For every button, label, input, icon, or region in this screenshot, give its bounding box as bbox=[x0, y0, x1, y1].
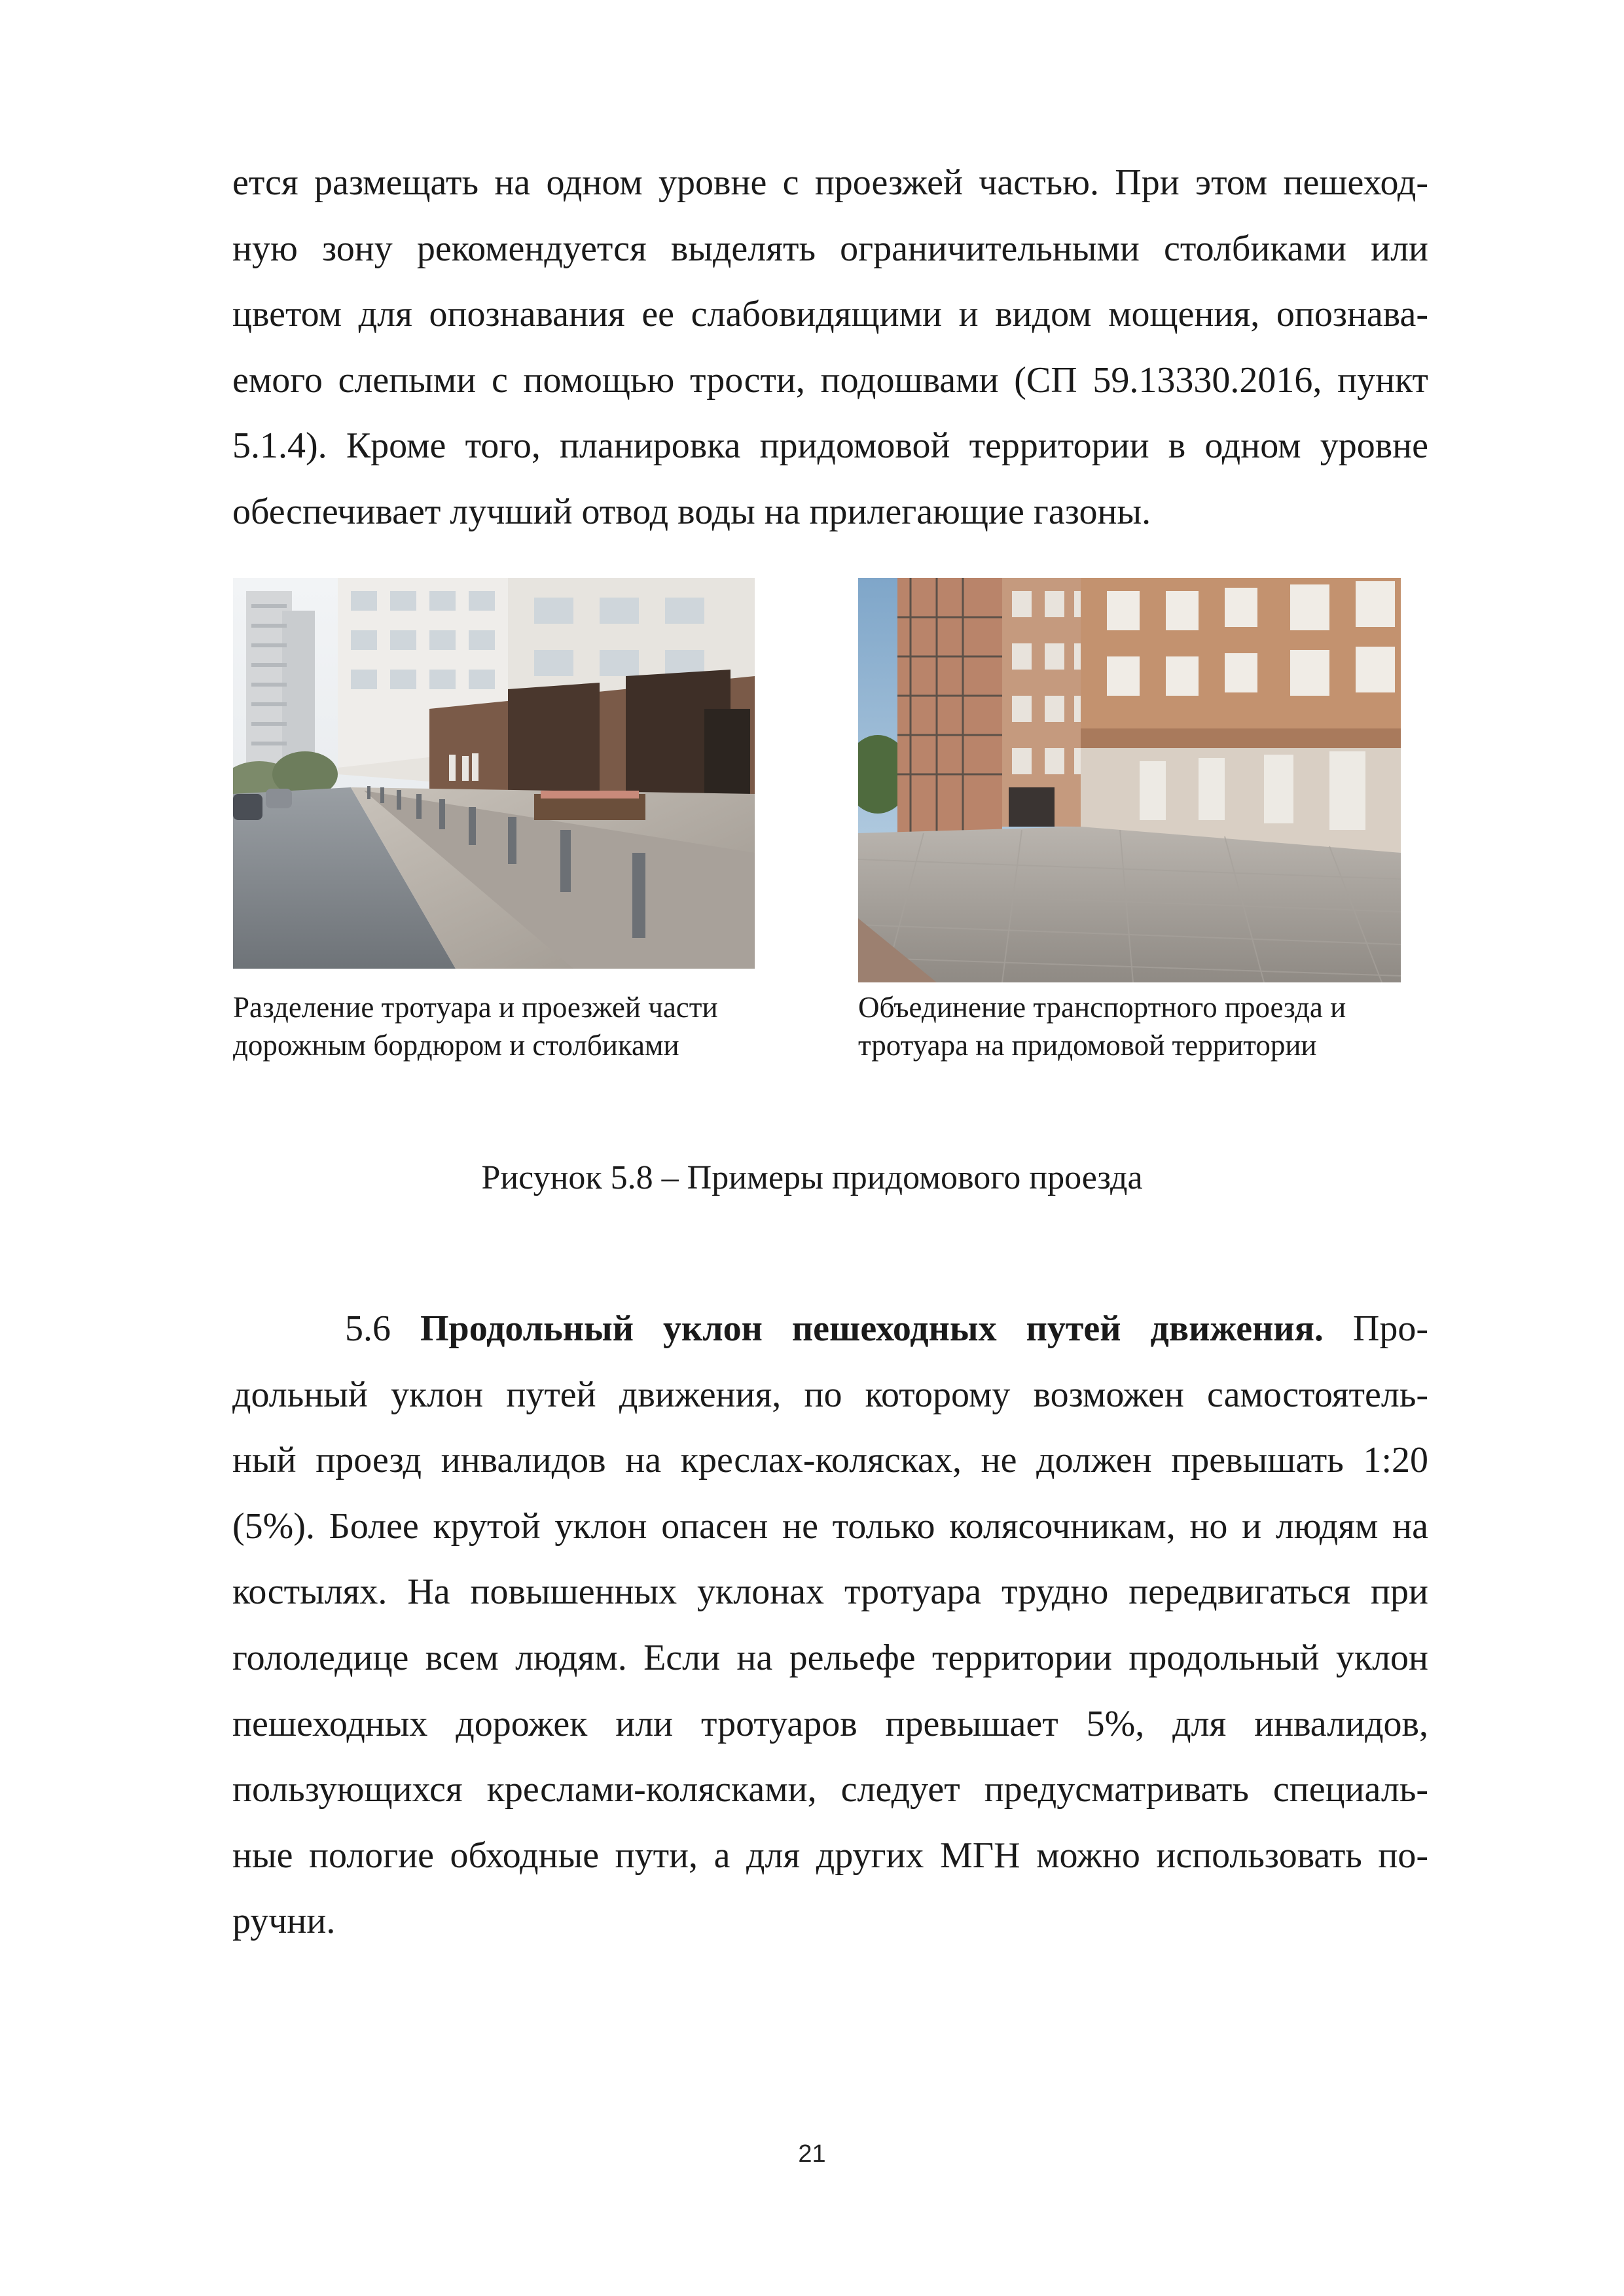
courtyard-paving-photo bbox=[858, 578, 1401, 982]
paragraph-line: ный проезд инвалидов на креслах-колясках, не должен превышать 1:20 bbox=[232, 1440, 1428, 1481]
paragraph-line: пользующихся креслами-колясками, следует предусматривать специаль- bbox=[232, 1769, 1428, 1810]
figure-caption: Рисунок 5.8 – Примеры придомового проезда bbox=[481, 1159, 1143, 1196]
right-photo-caption bbox=[858, 988, 1434, 1064]
paragraph-line: ные пологие обходные пути, а для других МГН можно использовать по- bbox=[232, 1835, 1428, 1876]
paragraph-line: костылях. На повышенных уклонах тротуара трудно передвигаться при bbox=[232, 1571, 1428, 1613]
paragraph-line: емого слепыми с помощью трости, подошвами (СП 59.13330.2016, пункт bbox=[232, 359, 1428, 401]
paragraph-line: ную зону рекомендуется выделять ограничительными столбиками или bbox=[232, 228, 1428, 269]
paragraph-line: гололедице всем людям. Если на рельефе территории продольный уклон bbox=[232, 1637, 1428, 1678]
paragraph-line: пешеходных дорожек или тротуаров превышает 5%, для инвалидов, bbox=[232, 1703, 1428, 1744]
section-heading: Продольный уклон пешеходных путей движения. bbox=[420, 1308, 1324, 1349]
page-number: 21 bbox=[798, 2140, 826, 2168]
caption-line: дорожным бордюром и столбиками bbox=[233, 1029, 679, 1062]
paragraph-line: (5%). Более крутой уклон опасен не только колясочникам, но и людям на bbox=[232, 1505, 1428, 1547]
section-paragraph bbox=[232, 1296, 1428, 1954]
paragraph-line: цветом для опознавания ее слабовидящими и видом мощения, опознава- bbox=[232, 294, 1428, 335]
intro-paragraph bbox=[232, 150, 1428, 545]
section-number: 5.6 bbox=[345, 1308, 391, 1349]
street-bollards-photo bbox=[233, 578, 755, 969]
section-first-line bbox=[232, 1296, 1428, 1362]
paragraph-line: дольный уклон путей движения, по которому возможен самостоятель- bbox=[232, 1374, 1428, 1415]
paragraph-line: 5.1.4). Кроме того, планировка придомовой территории в одном уровне bbox=[232, 425, 1428, 467]
paragraph-line: обеспечивает лучший отвод воды на прилегающие газоны. bbox=[232, 491, 1151, 532]
left-photo-caption bbox=[233, 988, 770, 1064]
caption-line: Разделение тротуара и проезжей части bbox=[233, 991, 718, 1024]
caption-line: Объединение транспортного проезда и bbox=[858, 991, 1346, 1024]
paragraph-line: ется размещать на одном уровне с проезжей частью. При этом пешеход- bbox=[232, 162, 1428, 203]
paragraph-line: ручни. bbox=[232, 1901, 336, 1942]
first-line-tail: Про- bbox=[1352, 1308, 1428, 1349]
caption-line: тротуара на придомовой территории bbox=[858, 1029, 1317, 1062]
